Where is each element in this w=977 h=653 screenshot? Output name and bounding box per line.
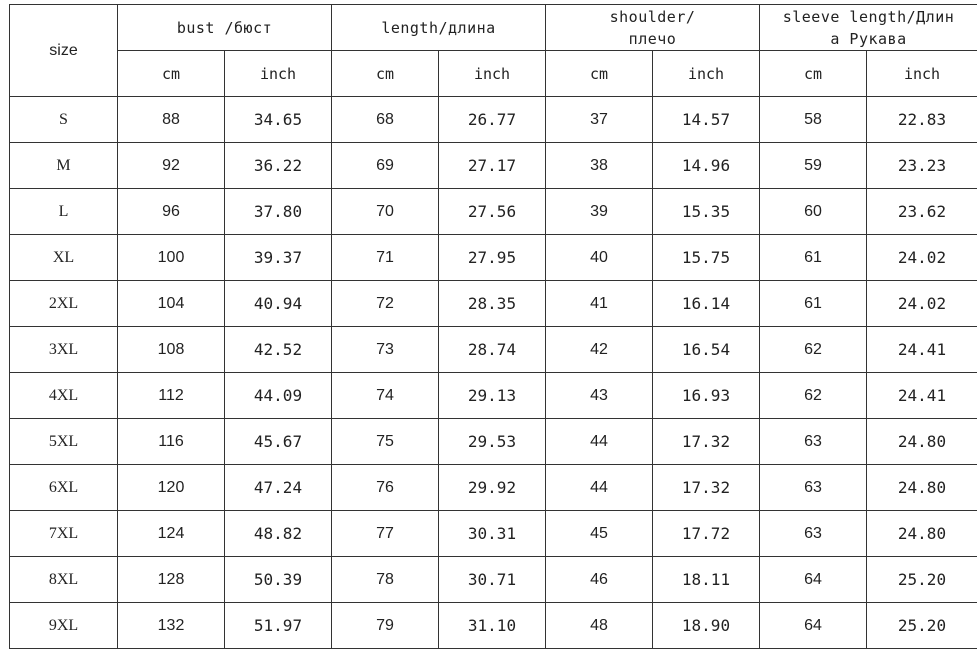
- size-chart-table: [9, 4, 977, 649]
- length-inch-cell: 30.31: [439, 511, 546, 557]
- size-cell: 2XL: [10, 281, 118, 327]
- sleeve-cm-cell: 59: [760, 143, 867, 189]
- shoulder-inch-cell: 15.35: [653, 189, 760, 235]
- sleeve-cm-cell: 62: [760, 373, 867, 419]
- length-cm-cell: 79: [332, 603, 439, 649]
- unit-sleeve-cm: cm: [760, 51, 867, 97]
- sleeve-cm-cell: 61: [760, 281, 867, 327]
- length-inch-cell: 29.53: [439, 419, 546, 465]
- length-cm-cell: 70: [332, 189, 439, 235]
- sleeve-cm-cell: 64: [760, 603, 867, 649]
- size-cell: XL: [10, 235, 118, 281]
- table-row: [10, 189, 977, 235]
- sleeve-cm-cell: 60: [760, 189, 867, 235]
- shoulder-cm-cell: 44: [546, 419, 653, 465]
- shoulder-inch-cell: 17.72: [653, 511, 760, 557]
- size-cell: 9XL: [10, 603, 118, 649]
- sleeve-inch-cell: 24.80: [867, 511, 977, 557]
- bust-cm-cell: 128: [118, 557, 225, 603]
- bust-inch-cell: 42.52: [225, 327, 332, 373]
- header-size: size: [10, 5, 118, 97]
- shoulder-cm-cell: 39: [546, 189, 653, 235]
- bust-cm-cell: 120: [118, 465, 225, 511]
- size-cell: 5XL: [10, 419, 118, 465]
- size-cell: 4XL: [10, 373, 118, 419]
- sleeve-inch-cell: 23.62: [867, 189, 977, 235]
- sleeve-cm-cell: 62: [760, 327, 867, 373]
- unit-length-inch: inch: [439, 51, 546, 97]
- shoulder-cm-cell: 45: [546, 511, 653, 557]
- length-cm-cell: 74: [332, 373, 439, 419]
- table-body: [10, 97, 977, 649]
- header-bust: bust /бюст: [118, 5, 332, 51]
- size-cell: 8XL: [10, 557, 118, 603]
- sleeve-cm-cell: 63: [760, 465, 867, 511]
- table-row: [10, 373, 977, 419]
- length-cm-cell: 72: [332, 281, 439, 327]
- sleeve-inch-cell: 25.20: [867, 603, 977, 649]
- unit-shoulder-inch: inch: [653, 51, 760, 97]
- sleeve-inch-cell: 24.80: [867, 419, 977, 465]
- length-inch-cell: 28.35: [439, 281, 546, 327]
- length-inch-cell: 31.10: [439, 603, 546, 649]
- table-row: [10, 419, 977, 465]
- bust-cm-cell: 104: [118, 281, 225, 327]
- table-row: [10, 557, 977, 603]
- sleeve-inch-cell: 23.23: [867, 143, 977, 189]
- shoulder-cm-cell: 44: [546, 465, 653, 511]
- length-inch-cell: 28.74: [439, 327, 546, 373]
- length-inch-cell: 29.92: [439, 465, 546, 511]
- shoulder-inch-cell: 17.32: [653, 465, 760, 511]
- table-row: [10, 465, 977, 511]
- sleeve-cm-cell: 64: [760, 557, 867, 603]
- unit-sleeve-inch: inch: [867, 51, 977, 97]
- bust-cm-cell: 88: [118, 97, 225, 143]
- bust-inch-cell: 44.09: [225, 373, 332, 419]
- shoulder-cm-cell: 46: [546, 557, 653, 603]
- length-inch-cell: 27.17: [439, 143, 546, 189]
- table-row: [10, 97, 977, 143]
- length-cm-cell: 77: [332, 511, 439, 557]
- bust-cm-cell: 96: [118, 189, 225, 235]
- length-inch-cell: 27.95: [439, 235, 546, 281]
- bust-cm-cell: 112: [118, 373, 225, 419]
- bust-cm-cell: 92: [118, 143, 225, 189]
- sleeve-cm-cell: 61: [760, 235, 867, 281]
- bust-inch-cell: 48.82: [225, 511, 332, 557]
- length-cm-cell: 76: [332, 465, 439, 511]
- bust-cm-cell: 100: [118, 235, 225, 281]
- bust-cm-cell: 124: [118, 511, 225, 557]
- sleeve-inch-cell: 24.41: [867, 327, 977, 373]
- length-inch-cell: 26.77: [439, 97, 546, 143]
- sleeve-inch-cell: 24.41: [867, 373, 977, 419]
- table-row: [10, 603, 977, 649]
- size-cell: M: [10, 143, 118, 189]
- header-sleeve-length: [760, 5, 977, 51]
- shoulder-cm-cell: 41: [546, 281, 653, 327]
- table-row: [10, 235, 977, 281]
- table-row: [10, 281, 977, 327]
- bust-inch-cell: 36.22: [225, 143, 332, 189]
- bust-inch-cell: 40.94: [225, 281, 332, 327]
- bust-inch-cell: 47.24: [225, 465, 332, 511]
- length-cm-cell: 73: [332, 327, 439, 373]
- bust-inch-cell: 34.65: [225, 97, 332, 143]
- sleeve-cm-cell: 63: [760, 419, 867, 465]
- bust-inch-cell: 50.39: [225, 557, 332, 603]
- shoulder-cm-cell: 48: [546, 603, 653, 649]
- header-row-units: [10, 51, 977, 97]
- size-cell: S: [10, 97, 118, 143]
- table-row: [10, 511, 977, 557]
- shoulder-inch-cell: 16.54: [653, 327, 760, 373]
- length-inch-cell: 27.56: [439, 189, 546, 235]
- unit-bust-inch: inch: [225, 51, 332, 97]
- bust-inch-cell: 45.67: [225, 419, 332, 465]
- length-inch-cell: 30.71: [439, 557, 546, 603]
- table-header: [10, 5, 977, 97]
- shoulder-inch-cell: 17.32: [653, 419, 760, 465]
- header-sleeve-length-text: sleeve length/Длин а Рукава: [782, 7, 955, 48]
- shoulder-inch-cell: 18.11: [653, 557, 760, 603]
- shoulder-inch-cell: 16.93: [653, 373, 760, 419]
- shoulder-cm-cell: 38: [546, 143, 653, 189]
- sleeve-cm-cell: 63: [760, 511, 867, 557]
- size-cell: L: [10, 189, 118, 235]
- sleeve-cm-cell: 58: [760, 97, 867, 143]
- size-cell: 3XL: [10, 327, 118, 373]
- sleeve-inch-cell: 25.20: [867, 557, 977, 603]
- size-cell: 6XL: [10, 465, 118, 511]
- bust-inch-cell: 37.80: [225, 189, 332, 235]
- size-cell: 7XL: [10, 511, 118, 557]
- bust-cm-cell: 108: [118, 327, 225, 373]
- header-shoulder: [546, 5, 760, 51]
- sleeve-inch-cell: 24.02: [867, 281, 977, 327]
- shoulder-inch-cell: 14.96: [653, 143, 760, 189]
- bust-cm-cell: 116: [118, 419, 225, 465]
- shoulder-inch-cell: 16.14: [653, 281, 760, 327]
- sleeve-inch-cell: 24.80: [867, 465, 977, 511]
- header-shoulder-text: shoulder/ плечо: [609, 7, 696, 48]
- shoulder-cm-cell: 40: [546, 235, 653, 281]
- table-row: [10, 327, 977, 373]
- shoulder-cm-cell: 43: [546, 373, 653, 419]
- length-cm-cell: 75: [332, 419, 439, 465]
- shoulder-cm-cell: 37: [546, 97, 653, 143]
- sleeve-inch-cell: 24.02: [867, 235, 977, 281]
- shoulder-inch-cell: 14.57: [653, 97, 760, 143]
- shoulder-cm-cell: 42: [546, 327, 653, 373]
- table-row: [10, 143, 977, 189]
- shoulder-inch-cell: 15.75: [653, 235, 760, 281]
- bust-inch-cell: 39.37: [225, 235, 332, 281]
- length-cm-cell: 78: [332, 557, 439, 603]
- header-row-groups: [10, 5, 977, 51]
- length-inch-cell: 29.13: [439, 373, 546, 419]
- sleeve-inch-cell: 22.83: [867, 97, 977, 143]
- unit-length-cm: cm: [332, 51, 439, 97]
- bust-cm-cell: 132: [118, 603, 225, 649]
- length-cm-cell: 71: [332, 235, 439, 281]
- shoulder-inch-cell: 18.90: [653, 603, 760, 649]
- header-length: length/длина: [332, 5, 546, 51]
- length-cm-cell: 69: [332, 143, 439, 189]
- bust-inch-cell: 51.97: [225, 603, 332, 649]
- unit-shoulder-cm: cm: [546, 51, 653, 97]
- length-cm-cell: 68: [332, 97, 439, 143]
- unit-bust-cm: cm: [118, 51, 225, 97]
